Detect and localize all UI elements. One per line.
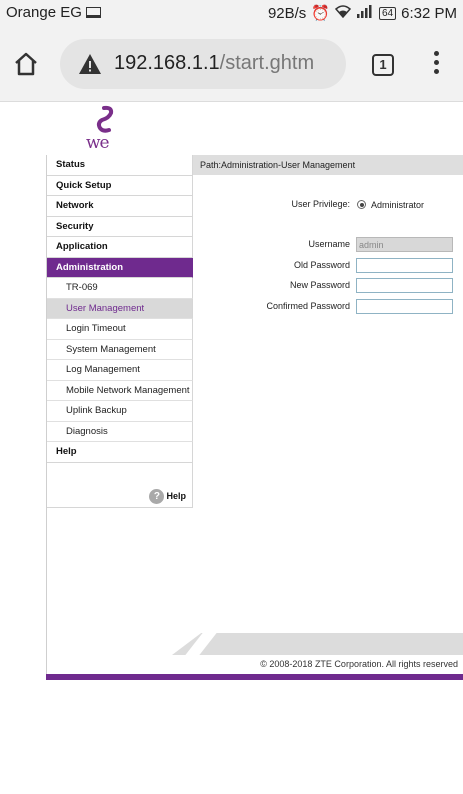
sidebar-item-security[interactable]: Security bbox=[47, 217, 193, 238]
sidebar-item-network[interactable]: Network bbox=[47, 196, 193, 217]
new-password-label: New Password bbox=[289, 280, 350, 290]
sidebar-subitem-tr069[interactable]: TR-069 bbox=[47, 278, 193, 299]
sidebar-item-application[interactable]: Application bbox=[47, 237, 193, 258]
battery-icon: 64 bbox=[379, 7, 396, 20]
new-password-field[interactable] bbox=[356, 278, 453, 293]
home-button[interactable] bbox=[12, 50, 40, 78]
sidebar bbox=[47, 155, 193, 508]
new-password-row bbox=[193, 278, 463, 294]
breadcrumb: Path:Administration-User Management bbox=[193, 155, 463, 175]
alarm-icon: ⏰ bbox=[311, 5, 330, 22]
sidebar-subitem-log-management[interactable]: Log Management bbox=[47, 360, 193, 381]
confirmed-password-row bbox=[193, 299, 463, 315]
user-privilege-row bbox=[193, 197, 463, 213]
sidebar-footer bbox=[47, 463, 193, 508]
url-text[interactable] bbox=[114, 52, 314, 75]
frame-left-border bbox=[46, 573, 47, 674]
not-secure-warning-icon[interactable] bbox=[78, 53, 102, 75]
username-field[interactable] bbox=[356, 237, 453, 252]
sidebar-item-quick-setup[interactable]: Quick Setup bbox=[47, 176, 193, 197]
sidebar-item-status[interactable]: Status bbox=[47, 155, 193, 176]
old-password-row bbox=[193, 258, 463, 274]
router-frame bbox=[46, 155, 463, 669]
we-logo-text: we bbox=[86, 133, 109, 153]
confirmed-password-label: Confirmed Password bbox=[266, 301, 350, 311]
confirmed-password-field[interactable] bbox=[356, 299, 453, 314]
help-link-label: Help bbox=[166, 491, 186, 501]
tab-switcher-button[interactable]: 1 bbox=[372, 54, 394, 76]
wifi-icon bbox=[335, 5, 351, 22]
copyright-text: © 2008-2018 ZTE Corporation. All rights reserved bbox=[260, 659, 458, 669]
signal-icon bbox=[356, 5, 374, 22]
browser-toolbar bbox=[0, 26, 463, 102]
router-page bbox=[0, 103, 463, 794]
sidebar-item-help[interactable]: Help bbox=[47, 442, 193, 463]
administrator-radio[interactable] bbox=[357, 200, 366, 209]
help-link[interactable] bbox=[149, 489, 186, 504]
overflow-menu-button[interactable] bbox=[431, 51, 441, 79]
sidebar-item-administration[interactable]: Administration bbox=[47, 258, 193, 279]
sidebar-subitem-mobile-network-management[interactable]: Mobile Network Management bbox=[47, 381, 193, 402]
home-icon bbox=[12, 50, 40, 78]
username-row bbox=[193, 237, 463, 253]
username-label: Username bbox=[308, 239, 350, 249]
help-icon: ? bbox=[149, 489, 164, 504]
main-content bbox=[193, 155, 463, 311]
carrier-name: Orange EG bbox=[6, 4, 82, 21]
network-speed: 92B/s bbox=[267, 4, 307, 22]
footer-purple-bar bbox=[46, 674, 463, 680]
sidebar-subitem-diagnosis[interactable]: Diagnosis bbox=[47, 422, 193, 443]
administrator-radio-label[interactable]: Administrator bbox=[371, 200, 425, 210]
time: 6:32 PM bbox=[401, 4, 457, 22]
sidebar-subitem-system-management[interactable]: System Management bbox=[47, 340, 193, 361]
url-host: 192.168.1.1 bbox=[114, 52, 220, 74]
address-bar[interactable] bbox=[60, 39, 346, 89]
sidebar-subitem-user-management[interactable]: User Management bbox=[47, 299, 193, 320]
old-password-label: Old Password bbox=[293, 260, 350, 270]
status-bar bbox=[0, 0, 463, 26]
old-password-field[interactable] bbox=[356, 258, 453, 273]
sidebar-subitem-uplink-backup[interactable]: Uplink Backup bbox=[47, 401, 193, 422]
url-path: /start.ghtm bbox=[219, 52, 315, 74]
sidebar-subitem-login-timeout[interactable]: Login Timeout bbox=[47, 319, 193, 340]
footer-band bbox=[172, 633, 463, 655]
screen-cast-icon bbox=[86, 7, 101, 18]
user-privilege-label: User Privilege: bbox=[291, 199, 350, 209]
